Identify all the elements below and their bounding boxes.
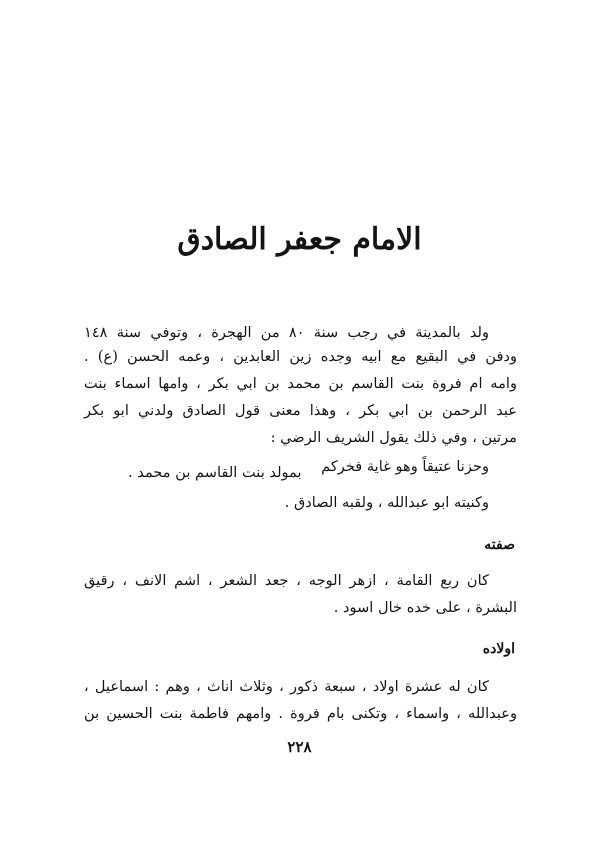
section-heading-description: صفته xyxy=(484,537,515,553)
intro-line-4: عبد الرحمن بن ابي بكر ، وهذا معنى قول الصادق ولدني ابو بكر xyxy=(84,402,517,419)
intro-line-5: مرتين ، وفي ذلك يقول الشريف الرضي : xyxy=(270,429,517,446)
description-line-2: البشرة ، على خده خال اسود . xyxy=(333,599,517,616)
intro-line-2: ودفن في البقيع مع ابيه وجده زين العابدين ، وعمه الحسن (ع) . xyxy=(84,348,517,365)
poem-second-hemistich: بمولد بنت القاسم بن محمد . xyxy=(128,464,302,481)
poem-first-hemistich: وحزنا عتيقاً وهو غاية فخركم xyxy=(321,458,489,475)
poem-verse xyxy=(128,458,489,481)
children-line-2: وعبدالله ، واسماء ، وتكنى بام فروة . وامهم فاطمة بنت الحسين بن xyxy=(84,705,517,722)
description-line-1: كان ربع القامة ، ازهر الوجه ، جعد الشعر ، اشم الانف ، رقيق xyxy=(84,572,489,589)
chapter-title: الامام جعفر الصادق xyxy=(177,222,422,257)
intro-line-3: وامه ام فروة بنت القاسم بن محمد بن ابي بكر ، وامها اسماء بنت xyxy=(84,375,517,392)
section-heading-children: اولاده xyxy=(482,641,515,657)
page-number: ٢٢٨ xyxy=(287,738,312,756)
kunya-line: وكنيته ابو عبدالله ، ولقبه الصادق . xyxy=(284,494,489,511)
intro-line-1: ولد بالمدينة في رجب سنة ٨٠ من الهجرة ، وتوفي سنة ١٤٨ xyxy=(84,324,489,341)
children-line-1: كان له عشرة اولاد ، سبعة ذكور ، وثلاث اناث ، وهم : اسماعيل ، xyxy=(84,678,489,695)
